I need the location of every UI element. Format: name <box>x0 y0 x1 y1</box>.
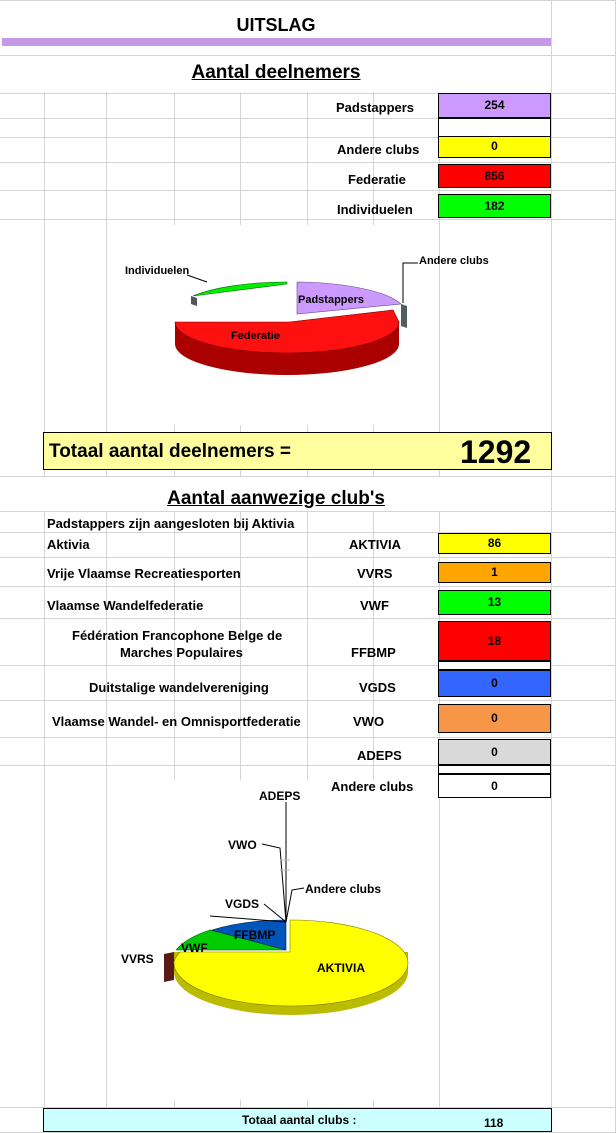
empty-cell <box>438 765 551 774</box>
club-name-vvrs: Vrije Vlaamse Recreatiesporten <box>47 566 241 581</box>
pie1-label-andere-clubs: Andere clubs <box>419 255 489 267</box>
club-abbr-vvrs: VVRS <box>357 566 393 581</box>
club-value-aktivia: 86 <box>438 533 551 554</box>
pie1-label-padstappers: Padstappers <box>298 294 365 306</box>
section2-title: Aantal aanwezige club's <box>167 488 385 509</box>
pie1-leader-andere-clubs <box>398 258 428 308</box>
total-clubs-value: 118 <box>484 1116 504 1130</box>
club-abbr-vwo: VWO <box>353 714 385 729</box>
row-label-individuelen: Individuelen <box>337 202 413 217</box>
pie2-label-aktivia: AKTIVIA <box>317 961 365 975</box>
club-abbr-vwf: VWF <box>360 598 389 613</box>
total-clubs-label: Totaal aantal clubs : <box>242 1113 357 1127</box>
empty-cell <box>438 118 551 137</box>
club-abbr-aktivia: AKTIVIA <box>349 537 401 552</box>
pie2-label-vwo: VWO <box>228 838 257 852</box>
club-name-vwf: Vlaamse Wandelfederatie <box>47 598 204 613</box>
club-value-vgds: 0 <box>438 670 551 697</box>
total-participants-label: Totaal aantal deelnemers = <box>49 441 291 462</box>
total-participants-box <box>43 432 552 470</box>
empty-cell <box>438 661 551 670</box>
value-padstappers: 254 <box>438 93 551 118</box>
pie1-label-individuelen: Individuelen <box>125 265 190 277</box>
club-name-ffbmp-line1: Fédération Francophone Belge de <box>72 628 283 643</box>
pie2-label-vvrs: VVRS <box>121 952 154 966</box>
value-individuelen: 182 <box>438 194 551 218</box>
pie2-label-vwf: VWF <box>181 941 208 955</box>
club-name-vwo: Vlaamse Wandel- en Omnisportfederatie <box>52 714 301 729</box>
total-clubs-box <box>43 1108 552 1132</box>
pie2-slice-vvrs <box>164 952 174 982</box>
club-value-adeps: 0 <box>438 739 551 765</box>
club-abbr-ffbmp: FFBMP <box>351 645 396 660</box>
pie2-label-vgds: VGDS <box>225 897 260 911</box>
row-label-padstappers: Padstappers <box>336 100 415 115</box>
section2-note: Padstappers zijn aangesloten bij Aktivia <box>47 516 295 531</box>
club-name-vgds: Duitstalige wandelvereniging <box>89 680 269 695</box>
club-name-ffbmp-line2: Marches Populaires <box>120 645 243 660</box>
pie2-leaders <box>200 790 360 930</box>
total-participants-value: 1292 <box>460 434 532 470</box>
club-name-aktivia: Aktivia <box>47 537 90 552</box>
page-title: UITSLAG <box>236 15 316 35</box>
value-federatie: 856 <box>438 164 551 188</box>
club-abbr-vgds: VGDS <box>359 680 396 695</box>
title-underline-bar <box>2 38 551 46</box>
club-value-vwo: 0 <box>438 704 551 733</box>
row-label-andere-clubs: Andere clubs <box>337 142 420 157</box>
club-value-ffbmp: 18 <box>438 621 551 661</box>
pie1-label-federatie: Federatie <box>231 330 280 342</box>
section1-title: Aantal deelnemers <box>191 62 361 83</box>
club-abbr-andere-clubs: Andere clubs <box>331 779 414 794</box>
pie1-leader-individuelen <box>185 270 235 290</box>
pie2-label-andere-clubs: Andere clubs <box>305 882 382 896</box>
club-value-andere-clubs: 0 <box>438 774 551 798</box>
club-abbr-adeps: ADEPS <box>357 748 402 763</box>
club-value-vvrs: 1 <box>438 562 551 583</box>
club-value-vwf: 13 <box>438 590 551 615</box>
pie2-label-adeps: ADEPS <box>259 789 301 803</box>
row-label-federatie: Federatie <box>348 172 406 187</box>
value-andere-clubs: 0 <box>438 136 551 158</box>
pie2-label-ffbmp: FFBMP <box>234 928 276 942</box>
